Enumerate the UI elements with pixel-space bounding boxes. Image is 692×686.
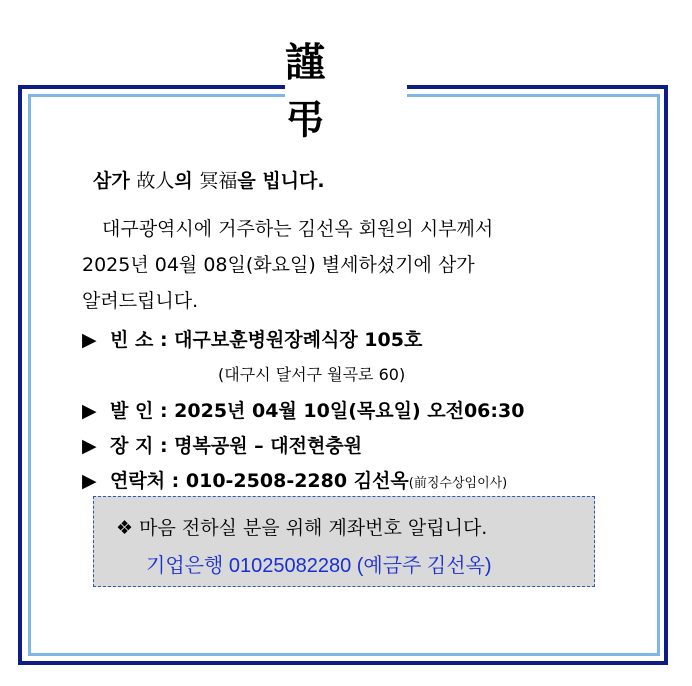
body-line-1: 대구광역시에 거주하는 김선옥 회원의 시부께서 bbox=[102, 218, 494, 240]
condolence-heading bbox=[93, 166, 325, 193]
body-line-3: 알려드립니다. bbox=[82, 290, 199, 312]
place-address: (대구시 달서구 월곡로 60) bbox=[218, 365, 406, 384]
contact-note: (前징수상임이사) bbox=[408, 476, 508, 491]
burial-label: 장 지 : bbox=[110, 435, 175, 457]
departure-value: 2025년 04월 10일(목요일) 오전06:30 bbox=[174, 400, 525, 422]
account-number: 기업은행 01025082280 (예금주 김선옥) bbox=[146, 555, 492, 577]
place-label: 빈 소 : bbox=[110, 329, 175, 351]
page-title: 謹 弔 bbox=[285, 39, 351, 143]
body-line-2: 2025년 04월 08일(화요일) 별세하셨기에 삼가 bbox=[82, 254, 475, 276]
arrow-icon: ▶ bbox=[82, 329, 97, 351]
contact-label: 연락처 : bbox=[110, 470, 186, 492]
burial-row bbox=[82, 431, 362, 458]
departure-row bbox=[82, 396, 524, 423]
account-notice-box bbox=[93, 496, 595, 587]
notice-line-1 bbox=[116, 513, 487, 540]
heading-text-1: 삼가 bbox=[93, 170, 137, 192]
departure-label: 발 인 : bbox=[110, 400, 175, 422]
burial-value: 명복공원 – 대전현충원 bbox=[174, 435, 363, 457]
notice-text: 마음 전하실 분을 위해 계좌번호 알립니다. bbox=[139, 517, 488, 539]
place-row bbox=[82, 325, 422, 352]
contact-value: 010-2508-2280 김선옥 bbox=[185, 470, 409, 492]
diamond-bullet-icon: ❖ bbox=[116, 517, 134, 539]
place-value: 대구보훈병원장례식장 105호 bbox=[174, 329, 423, 351]
heading-text-3: 을 빕니다. bbox=[237, 170, 325, 192]
arrow-icon: ▶ bbox=[82, 400, 97, 422]
arrow-icon: ▶ bbox=[82, 470, 97, 492]
heading-hanja-deceased: 故人 bbox=[136, 170, 175, 192]
heading-text-2: 의 bbox=[174, 170, 200, 192]
contact-row bbox=[82, 466, 507, 493]
title-box bbox=[285, 39, 407, 143]
heading-hanja-blessing: 冥福 bbox=[199, 170, 238, 192]
arrow-icon: ▶ bbox=[82, 435, 97, 457]
